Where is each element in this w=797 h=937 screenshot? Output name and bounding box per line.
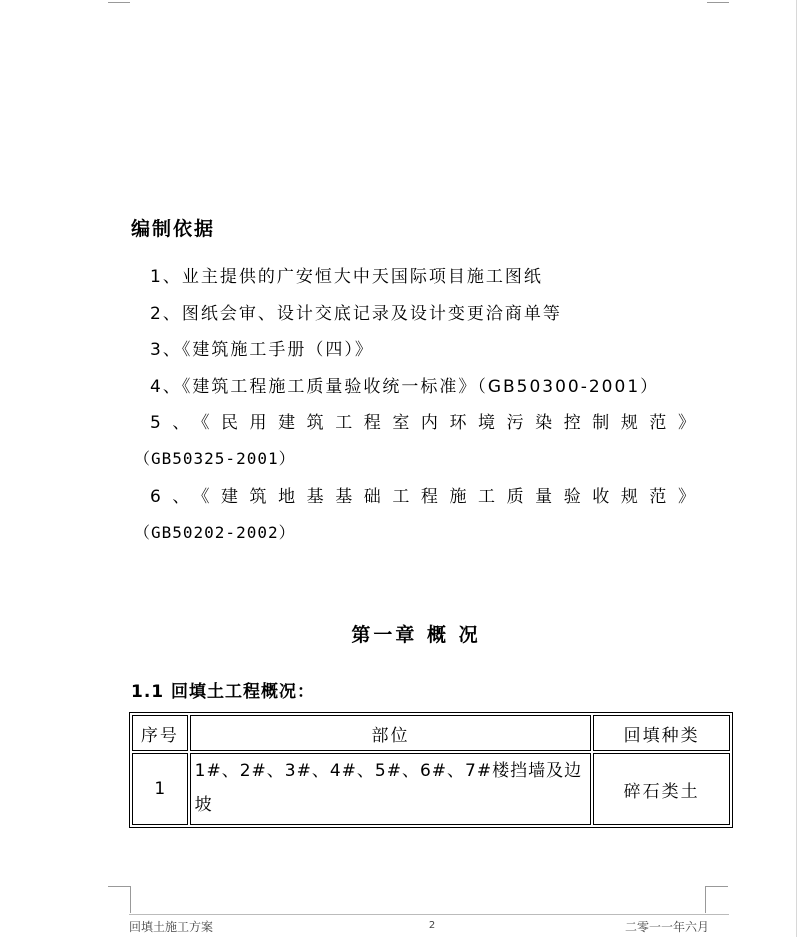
cell-part: 1#、2#、3#、4#、5#、6#、7#楼挡墙及边坡 — [190, 753, 592, 825]
footer-page-number: 2 — [428, 920, 436, 931]
footer-right: 二零一一年六月 — [625, 920, 710, 934]
basis-item-4: 4、《建筑工程施工质量验收统一标准》（GB50300-2001） — [150, 377, 660, 397]
basis-item-6: 6、《建筑地基基础工程施工质量验收规范》 — [150, 487, 695, 507]
header-part: 部位 — [190, 715, 592, 751]
footer-left: 回填土施工方案 — [129, 920, 214, 934]
basis-title: 编制依据 — [131, 218, 216, 240]
header-no: 序号 — [132, 715, 188, 751]
basis-item-2: 2、图纸会审、设计交底记录及设计变更洽商单等 — [150, 304, 562, 324]
crop-mark-top-right — [707, 0, 729, 3]
footer-rule — [129, 914, 729, 915]
cell-no: 1 — [132, 753, 188, 825]
section-subtitle: 1.1 回填土工程概况： — [131, 682, 316, 702]
chapter-title: 第一章 概 况 — [351, 624, 481, 646]
table-row — [132, 753, 730, 825]
basis-item-5-code: （GB50325-2001） — [134, 449, 296, 468]
header-type: 回填种类 — [593, 715, 730, 751]
basis-item-6-code: （GB50202-2002） — [134, 523, 296, 542]
crop-mark-top-left — [108, 0, 130, 3]
basis-item-5: 5、《民用建筑工程室内环境污染控制规范》 — [150, 413, 695, 433]
crop-mark-bottom-left — [108, 886, 131, 913]
table-header-row — [132, 715, 730, 751]
backfill-table — [129, 712, 733, 828]
crop-mark-bottom-right — [705, 886, 728, 913]
cell-type: 碎石类土 — [593, 753, 730, 825]
basis-item-1: 1、业主提供的广安恒大中天国际项目施工图纸 — [150, 267, 543, 287]
basis-item-3: 3、《建筑施工手册（四）》 — [150, 340, 374, 360]
